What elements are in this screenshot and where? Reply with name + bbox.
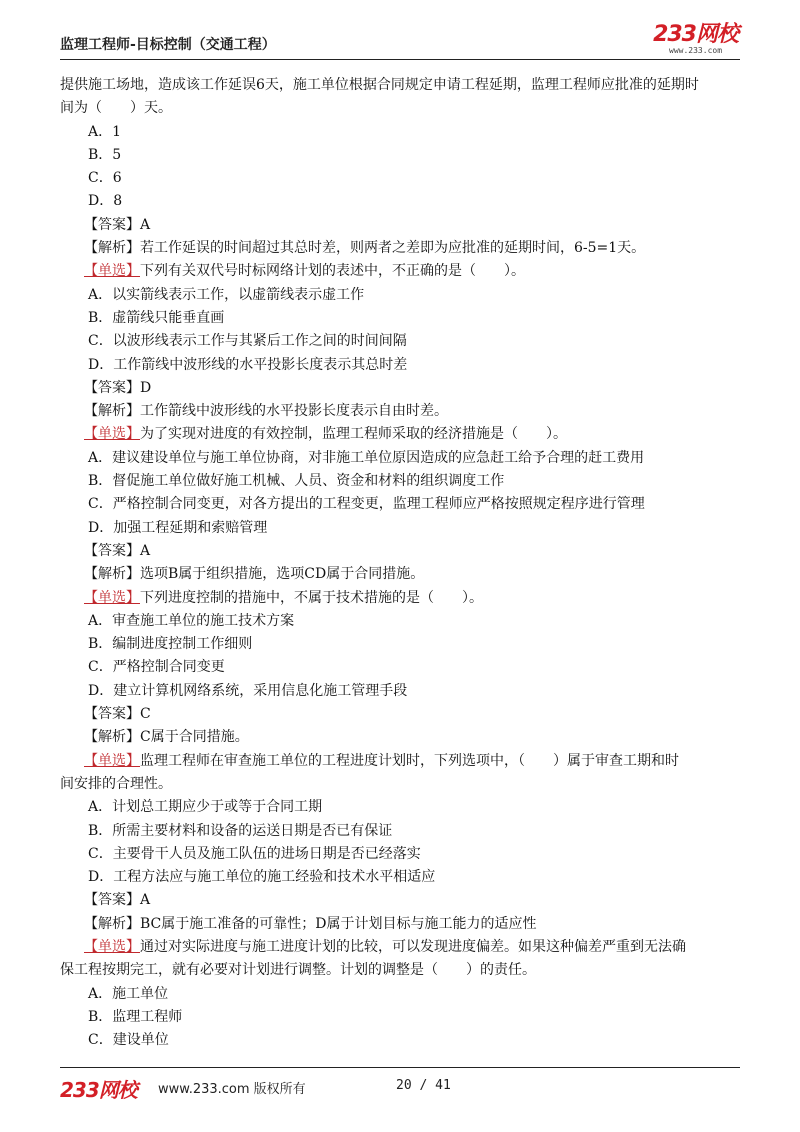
- question-stem: 保工程按期完工，就有必要对计划进行调整。计划的调整是（ ）的责任。: [60, 962, 536, 979]
- footer-divider: [60, 1067, 740, 1068]
- question-stem: 监理工程师在审查施工单位的工程进度计划时，下列选项中，（ ）属于审查工期和时: [140, 752, 679, 769]
- question-type-tag: 【单选】: [84, 263, 140, 280]
- copyright-text: www.233.com 版权所有: [158, 1082, 306, 1097]
- option-b: B．5: [88, 146, 122, 163]
- question: [60, 936, 750, 959]
- analysis: 【解析】工作箭线中波形线的水平投影长度表示自由时差。: [84, 403, 448, 420]
- analysis: 【解析】若工作延误的时间超过其总时差，则两者之差即为应批准的延期时间，6-5=1天。: [84, 240, 646, 257]
- logo-url: www.233.com: [669, 46, 723, 55]
- analysis: 【解析】C属于合同措施。: [84, 729, 249, 746]
- page-content: [60, 74, 750, 1052]
- option-d: D．建立计算机网络系统，采用信息化施工管理手段: [88, 682, 408, 699]
- option-a: A．计划总工期应少于或等于合同工期: [88, 799, 323, 816]
- analysis: 【解析】选项B属于组织措施，选项CD属于合同措施。: [84, 566, 425, 583]
- option-b: B．虚箭线只能垂直画: [88, 309, 225, 326]
- option-b: B．所需主要材料和设备的运送日期是否已有保证: [88, 822, 393, 839]
- option-d: D．8: [88, 193, 123, 210]
- option-d: D．工作箭线中波形线的水平投影长度表示其总时差: [88, 356, 408, 373]
- answer: 【答案】C: [84, 706, 151, 723]
- question: [60, 750, 750, 773]
- page-footer: [60, 1072, 740, 1102]
- option-c: C．以波形线表示工作与其紧后工作之间的时间间隔: [88, 333, 407, 350]
- option-a: A．以实箭线表示工作，以虚箭线表示虚工作: [88, 286, 365, 303]
- answer: 【答案】D: [84, 379, 152, 396]
- question: [60, 423, 750, 446]
- option-c: C．严格控制合同变更: [88, 659, 225, 676]
- question-stem: 下列有关双代号时标网络计划的表述中，不正确的是（ ）。: [140, 263, 525, 280]
- option-c: C．主要骨干人员及施工队伍的进场日期是否已经落实: [88, 845, 421, 862]
- header-divider: [60, 59, 740, 60]
- option-a: A．1: [88, 123, 122, 140]
- question-stem: 下列进度控制的措施中，不属于技术措施的是（ ）。: [140, 589, 483, 606]
- question-stem: 间为（ ）天。: [60, 100, 172, 117]
- question-type-tag: 【单选】: [84, 426, 140, 443]
- page-number: 20 / 41: [396, 1078, 451, 1093]
- question-type-tag: 【单选】: [84, 938, 140, 955]
- document-title: 监理工程师-目标控制（交通工程）: [60, 37, 276, 53]
- analysis: 【解析】BC属于施工准备的可靠性；D属于计划目标与施工能力的适应性: [84, 915, 537, 932]
- question: [60, 587, 750, 610]
- option-a: A．审查施工单位的施工技术方案: [88, 612, 295, 629]
- option-b: B．编制进度控制工作细则: [88, 636, 253, 653]
- footer-logo: 233网校: [60, 1078, 137, 1102]
- option-b: B．监理工程师: [88, 1008, 183, 1025]
- brand-logo: [653, 24, 738, 55]
- question-type-tag: 【单选】: [84, 752, 140, 769]
- answer: 【答案】A: [84, 216, 151, 233]
- option-a: A．建议建设单位与施工单位协商，对非施工单位原因造成的应急赶工给予合理的赶工费用: [88, 449, 645, 466]
- option-d: D．加强工程延期和索赔管理: [88, 519, 268, 536]
- question-type-tag: 【单选】: [84, 589, 140, 606]
- answer: 【答案】A: [84, 892, 151, 909]
- question-stem: 间安排的合理性。: [60, 775, 172, 792]
- option-a: A．施工单位: [88, 985, 169, 1002]
- option-c: C．6: [88, 170, 122, 187]
- logo-text: 233网校: [653, 22, 738, 47]
- option-c: C．严格控制合同变更，对各方提出的工程变更，监理工程师应严格按照规定程序进行管理: [88, 496, 645, 513]
- question-stem: 为了实现对进度的有效控制，监理工程师采取的经济措施是（ ）。: [140, 426, 567, 443]
- question-stem: 提供施工场地，造成该工作延误6天，施工单位根据合同规定申请工程延期，监理工程师应批准的延期时: [60, 77, 699, 93]
- option-c: C．建设单位: [88, 1032, 169, 1049]
- option-b: B．督促施工单位做好施工机械、人员、资金和材料的组织调度工作: [88, 473, 505, 490]
- answer: 【答案】A: [84, 542, 151, 559]
- question: [60, 260, 750, 283]
- option-d: D．工程方法应与施工单位的施工经验和技术水平相适应: [88, 869, 436, 886]
- page-header: [60, 22, 740, 58]
- question-stem: 通过对实际进度与施工进度计划的比较，可以发现进度偏差。如果这种偏差严重到无法确: [140, 938, 686, 955]
